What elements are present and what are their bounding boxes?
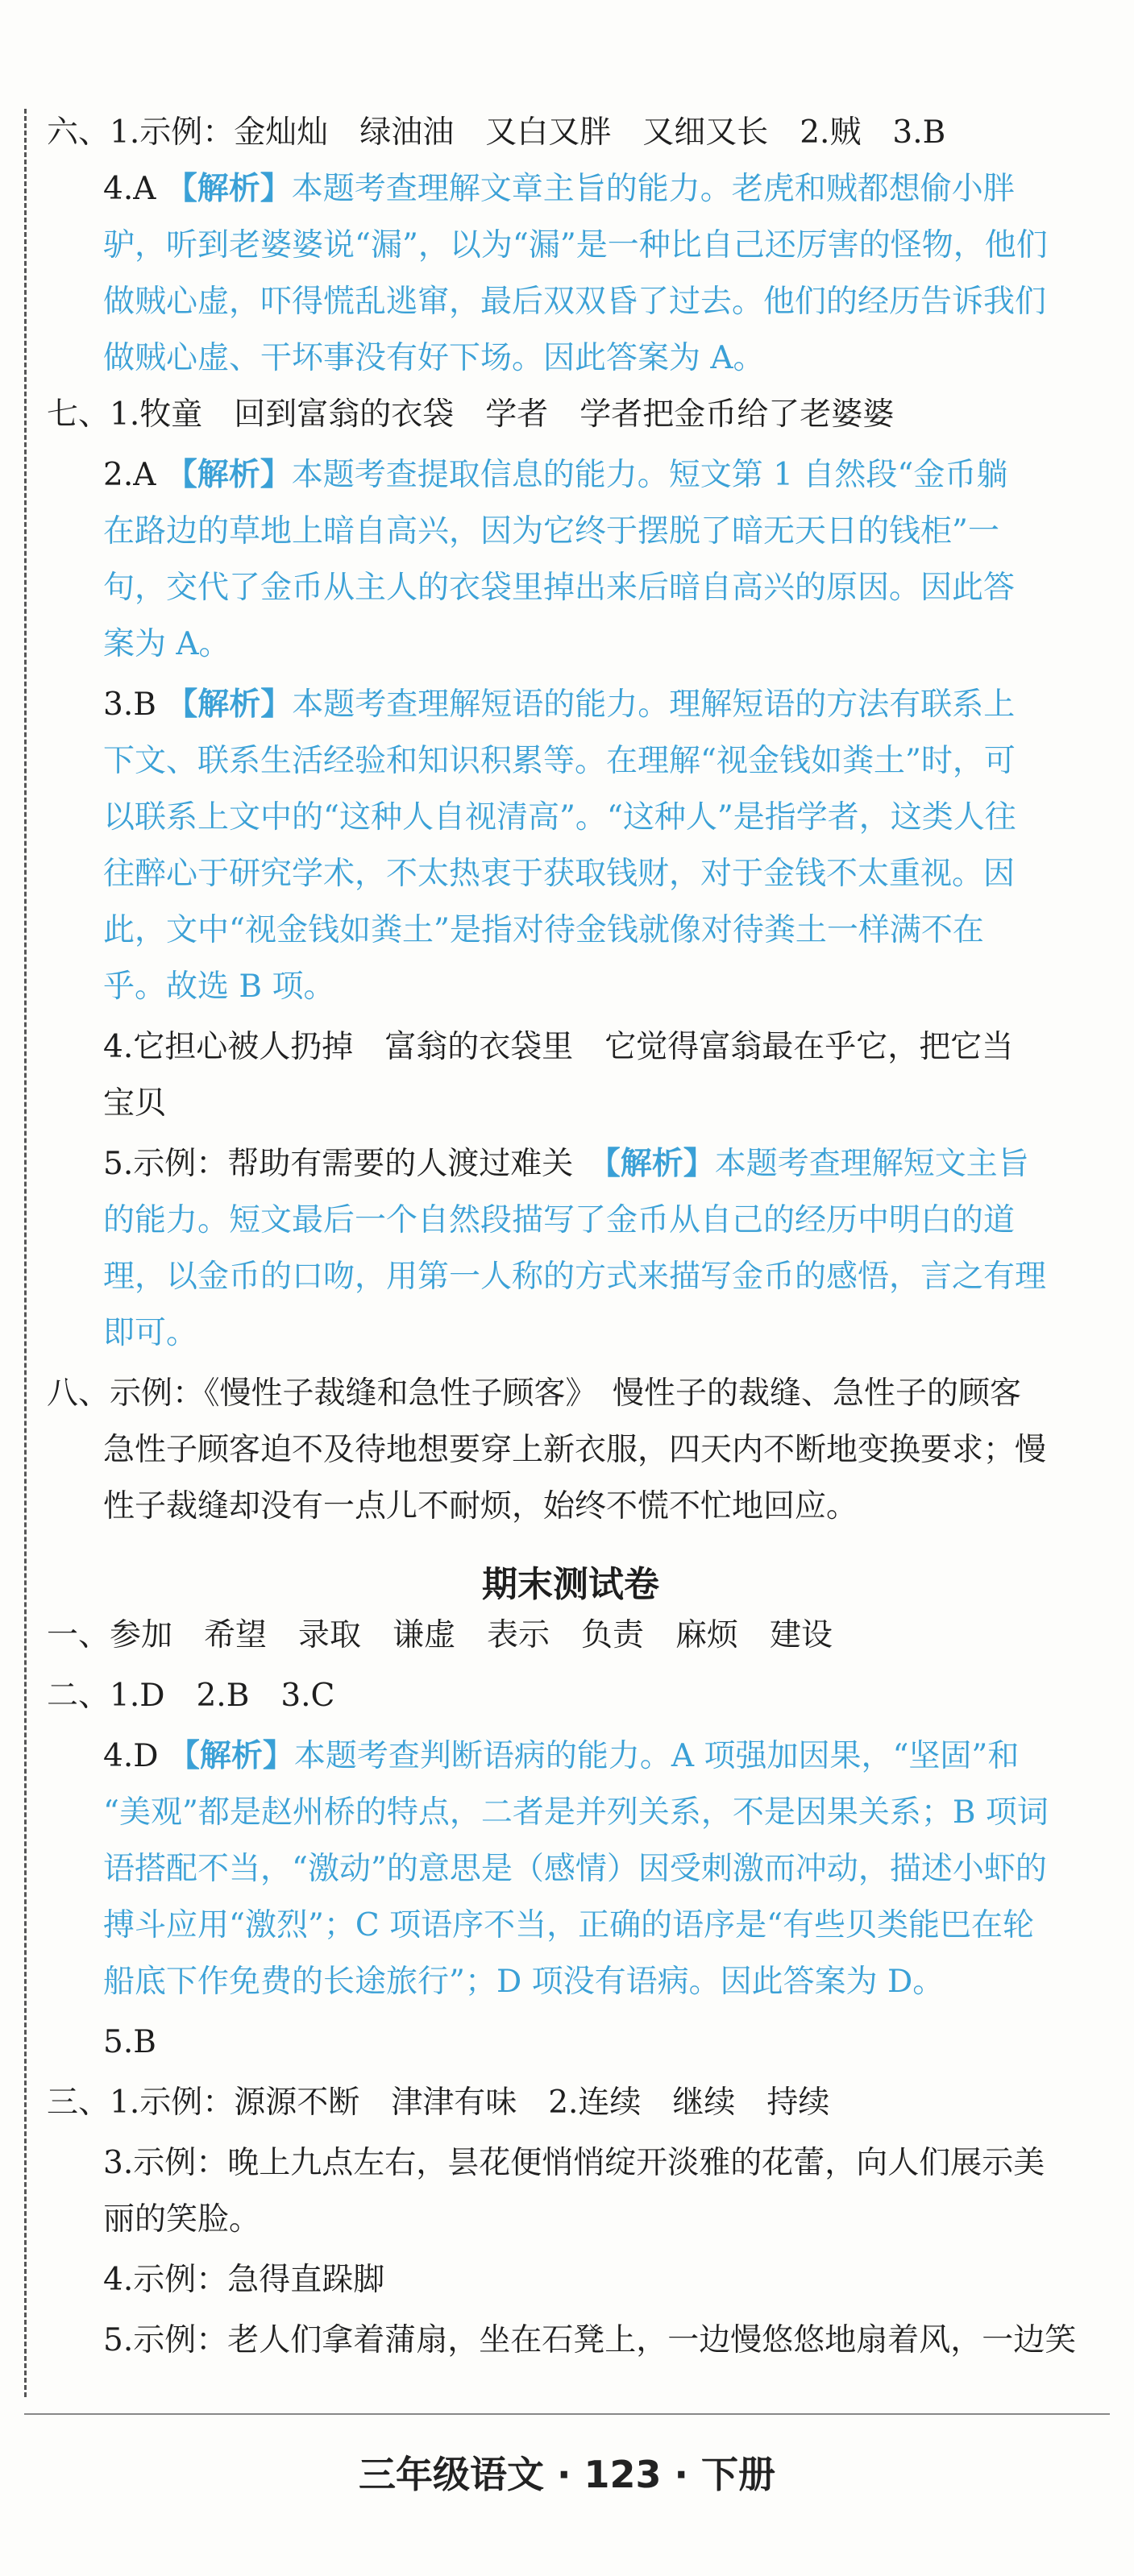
answer-7-2: 2.A 【解析】本题考查提取信息的能力。短文第 1 自然段“金币躺 <box>103 457 1008 493</box>
exam-title: 期末测试卷 <box>482 1564 659 1605</box>
exam-answer-2-5: 5.B <box>103 2024 156 2060</box>
analysis-line: 往醉心于研究学术，不太热衷于获取钱财，对于金钱不太重视。因 <box>103 856 1016 892</box>
analysis-tag: 【解析】 <box>166 687 293 723</box>
exam-answer-1: 一、参加 希望 录取 谦虚 表示 负责 麻烦 建设 <box>47 1617 833 1653</box>
answer-7-4-cont: 宝贝 <box>103 1085 167 1122</box>
exam-answer-3-3-cont: 丽的笑脸。 <box>103 2201 261 2238</box>
analysis-line: 此，文中“视金钱如粪土”是指对待金钱就像对待粪土一样满不在 <box>103 912 984 948</box>
answer-7-4: 4.它担心被人扔掉 富翁的衣袋里 它觉得富翁最在乎它，把它当 <box>103 1029 1014 1065</box>
answer-7-1: 七、1.牧童 回到富翁的衣袋 学者 学者把金币给了老婆婆 <box>47 396 895 433</box>
answer-8-cont: 性子裁缝却没有一点儿不耐烦，始终不慌不忙地回应。 <box>103 1488 858 1524</box>
footer-rule <box>24 2413 1110 2415</box>
answer-6-4: 4.A 【解析】本题考查理解文章主旨的能力。老虎和贼都想偷小胖 <box>103 171 1015 207</box>
analysis-tag: 【解析】 <box>165 457 292 493</box>
analysis-tag: 【解析】 <box>604 1146 715 1182</box>
analysis-line: 做贼心虚、干坏事没有好下场。因此答案为 A。 <box>103 340 765 376</box>
analysis-line: 做贼心虚，吓得慌乱逃窜，最后双双昏了过去。他们的经历告诉我们 <box>103 284 1047 320</box>
answer-8: 八、示例：《慢性子裁缝和急性子顾客》 慢性子的裁缝、急性子的顾客 <box>47 1375 1022 1412</box>
analysis-line: 船底下作免费的长途旅行”；D 项没有语病。因此答案为 D。 <box>103 1964 945 2000</box>
analysis-line: 搏斗应用“激烈”；C 项语序不当，正确的语序是“有些贝类能巴在轮 <box>103 1907 1035 1943</box>
analysis-line: 理，以金币的口吻，用第一人称的方式来描写金币的感悟，言之有理 <box>103 1259 1047 1295</box>
analysis-line: 的能力。短文最后一个自然段描写了金币从自己的经历中明白的道 <box>103 1202 1016 1238</box>
analysis-line: 句，交代了金币从主人的衣袋里掉出来后暗自高兴的原因。因此答 <box>103 570 1016 606</box>
footer-text: 三年级语文 · 123 · 下册 <box>358 2453 776 2496</box>
analysis-line: 语搭配不当，“激动”的意思是（感情）因受刺激而冲动，描述小虾的 <box>103 1851 1047 1887</box>
exam-answer-2-4: 4.D 【解析】本题考查判断语病的能力。A 项强加因果，“坚固”和 <box>103 1738 1020 1774</box>
analysis-line: 即可。 <box>103 1315 198 1351</box>
analysis-tag: 【解析】 <box>165 171 292 207</box>
exam-answer-3-5: 5.示例：老人们拿着蒲扇，坐在石凳上，一边慢悠悠地扇着风，一边笑 <box>103 2322 1077 2358</box>
exam-answer-3: 三、1.示例：源源不断 津津有味 2.连续 继续 持续 <box>47 2084 830 2121</box>
analysis-line: “美观”都是赵州桥的特点，二者是并列关系，不是因果关系；B 项词 <box>103 1794 1049 1831</box>
page-footer <box>0 2445 1134 2499</box>
answer-7-5: 5.示例：帮助有需要的人渡过难关 【解析】本题考查理解短文主旨 <box>103 1146 1029 1182</box>
analysis-line: 乎。故选 B 项。 <box>103 969 335 1005</box>
analysis-line: 案为 A。 <box>103 626 231 662</box>
answer-8-cont: 急性子顾客迫不及待地想要穿上新衣服，四天内不断地变换要求；慢 <box>103 1432 1047 1468</box>
analysis-line: 下文、联系生活经验和知识积累等。在理解“视金钱如粪土”时，可 <box>103 743 1016 779</box>
exam-answer-2: 二、1.D 2.B 3.C <box>47 1678 335 1714</box>
analysis-line: 驴，听到老婆婆说“漏”，以为“漏”是一种比自己还厉害的怪物，他们 <box>103 227 1048 263</box>
exam-answer-3-4: 4.示例：急得直跺脚 <box>103 2262 385 2298</box>
answer-6-1: 六、1.示例：金灿灿 绿油油 又白又胖 又细又长 2.贼 3.B <box>47 114 946 151</box>
exam-answer-3-3: 3.示例：晚上九点左右，昙花便悄悄绽开淡雅的花蕾，向人们展示美 <box>103 2145 1045 2181</box>
analysis-line: 以联系上文中的“这种人自视清高”。“这种人”是指学者，这类人往 <box>103 799 1016 836</box>
binding-dashed-line <box>24 109 27 2397</box>
analysis-line: 在路边的草地上暗自高兴，因为它终于摆脱了暗无天日的钱柜”一 <box>103 513 999 550</box>
analysis-tag: 【解析】 <box>168 1738 294 1774</box>
answer-7-3: 3.B 【解析】本题考查理解短语的能力。理解短语的方法有联系上 <box>103 687 1016 723</box>
